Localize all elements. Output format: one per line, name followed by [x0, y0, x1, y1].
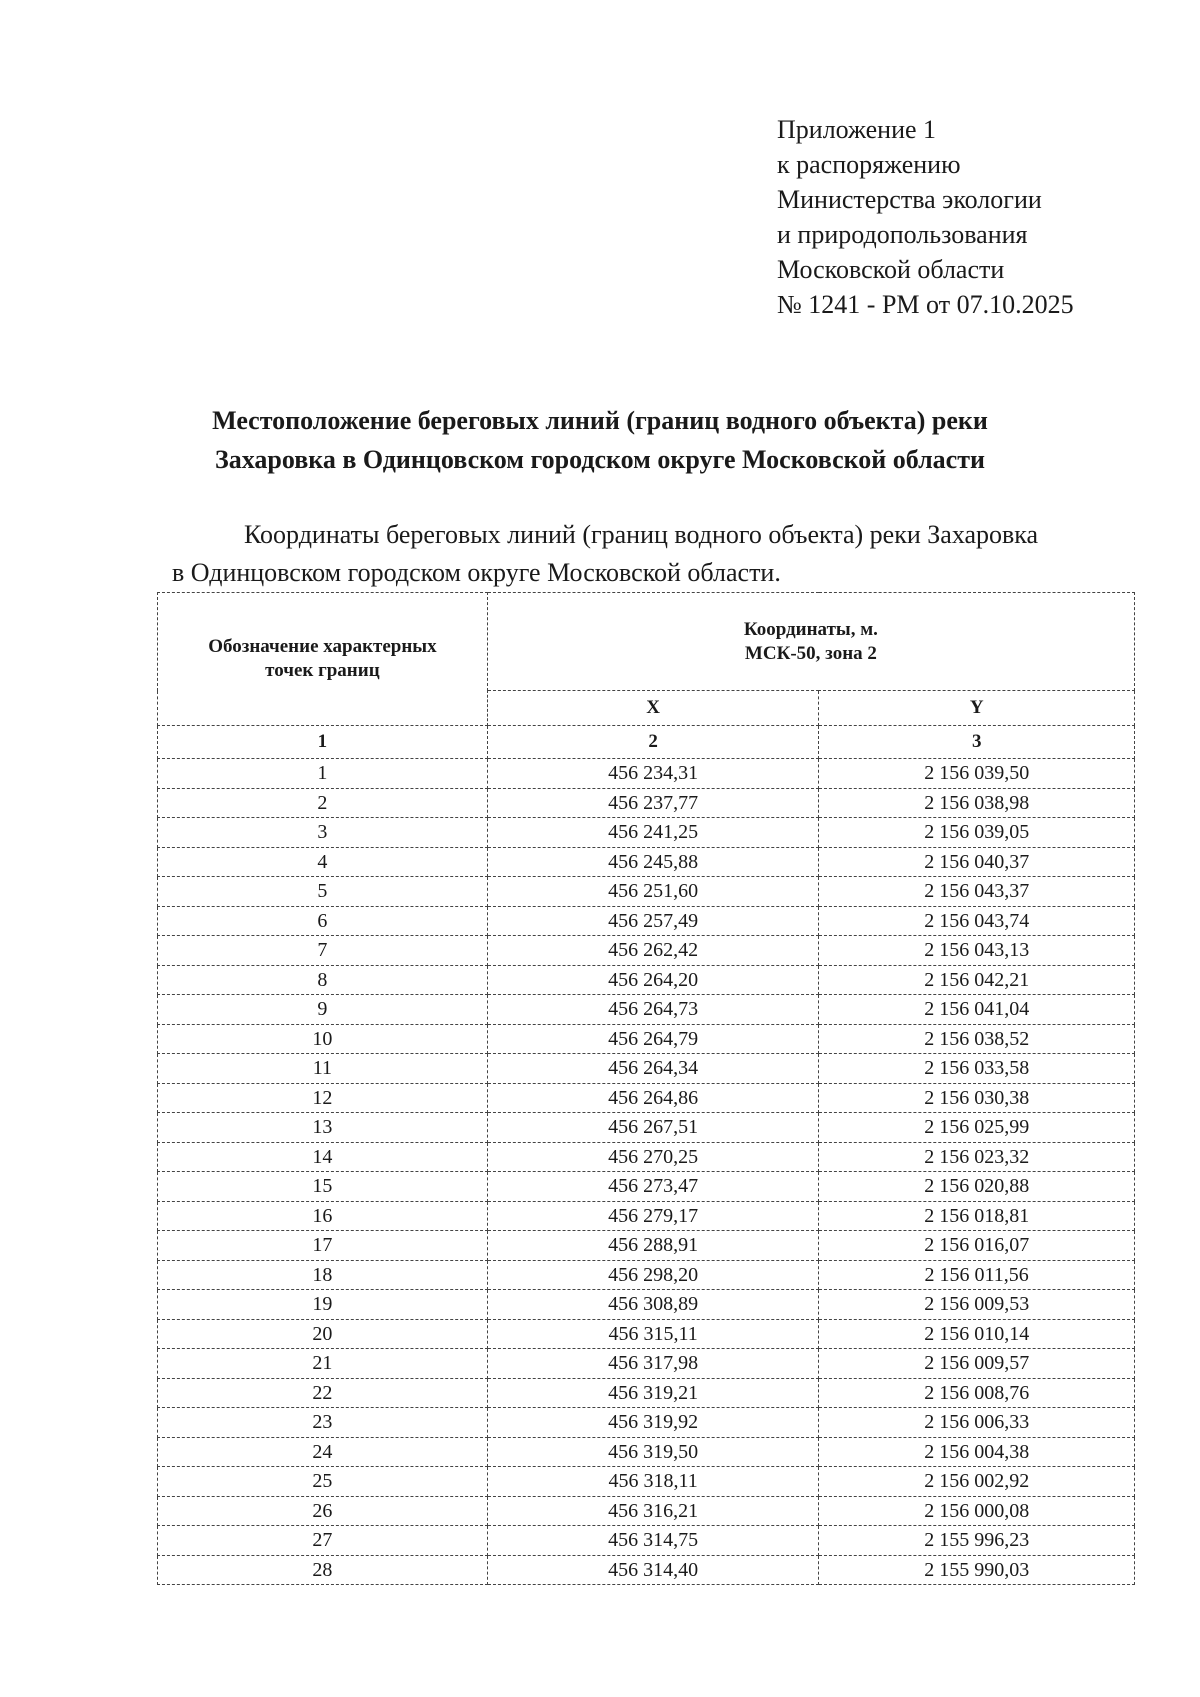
table-row	[158, 1319, 1135, 1349]
point-id-cell: 2	[158, 788, 488, 818]
point-id-cell: 18	[158, 1260, 488, 1290]
header-points	[158, 593, 488, 726]
x-coordinate-cell: 456 279,17	[487, 1201, 819, 1231]
y-coordinate-cell: 2 156 009,53	[819, 1290, 1135, 1320]
x-coordinate-cell: 456 315,11	[487, 1319, 819, 1349]
table-body	[158, 759, 1135, 1585]
y-coordinate-cell: 2 156 009,57	[819, 1349, 1135, 1379]
point-id-cell: 6	[158, 906, 488, 936]
table-row	[158, 1054, 1135, 1084]
x-coordinate-cell: 456 317,98	[487, 1349, 819, 1379]
y-coordinate-cell: 2 155 996,23	[819, 1526, 1135, 1556]
point-id-cell: 3	[158, 818, 488, 848]
point-id-cell: 28	[158, 1555, 488, 1585]
intro-line-2: в Одинцовском городском округе Московской области.	[172, 558, 781, 587]
table-row	[158, 1201, 1135, 1231]
y-coordinate-cell: 2 156 002,92	[819, 1467, 1135, 1497]
x-coordinate-cell: 456 270,25	[487, 1142, 819, 1172]
table-row	[158, 1024, 1135, 1054]
point-id-cell: 24	[158, 1437, 488, 1467]
x-coordinate-cell: 456 273,47	[487, 1172, 819, 1202]
intro-paragraph	[172, 516, 1132, 592]
y-coordinate-cell: 2 156 025,99	[819, 1113, 1135, 1143]
y-coordinate-cell: 2 156 038,52	[819, 1024, 1135, 1054]
y-coordinate-cell: 2 156 004,38	[819, 1437, 1135, 1467]
header-coords-line-1: Координаты, м.	[743, 618, 878, 640]
coordinates-table	[157, 592, 1135, 1585]
y-coordinate-cell: 2 156 006,33	[819, 1408, 1135, 1438]
y-coordinate-cell: 2 156 000,08	[819, 1496, 1135, 1526]
table-row	[158, 1142, 1135, 1172]
y-coordinate-cell: 2 156 023,32	[819, 1142, 1135, 1172]
appendix-line: № 1241 - РМ от 07.10.2025	[777, 290, 1074, 319]
x-coordinate-cell: 456 318,11	[487, 1467, 819, 1497]
x-coordinate-cell: 456 241,25	[487, 818, 819, 848]
appendix-line: к распоряжению	[777, 150, 961, 179]
point-id-cell: 14	[158, 1142, 488, 1172]
appendix-line: и природопользования	[777, 220, 1028, 249]
table-row	[158, 965, 1135, 995]
column-number-3: 3	[819, 726, 1135, 759]
point-id-cell: 4	[158, 847, 488, 877]
x-coordinate-cell: 456 308,89	[487, 1290, 819, 1320]
point-id-cell: 22	[158, 1378, 488, 1408]
point-id-cell: 25	[158, 1467, 488, 1497]
x-coordinate-cell: 456 264,86	[487, 1083, 819, 1113]
x-coordinate-cell: 456 314,40	[487, 1555, 819, 1585]
y-coordinate-cell: 2 156 039,50	[819, 759, 1135, 789]
table-row	[158, 1437, 1135, 1467]
x-coordinate-cell: 456 316,21	[487, 1496, 819, 1526]
table-row	[158, 1231, 1135, 1261]
table-row	[158, 847, 1135, 877]
y-coordinate-cell: 2 156 040,37	[819, 847, 1135, 877]
point-id-cell: 20	[158, 1319, 488, 1349]
point-id-cell: 17	[158, 1231, 488, 1261]
y-coordinate-cell: 2 156 033,58	[819, 1054, 1135, 1084]
table-row	[158, 995, 1135, 1025]
table-row	[158, 1290, 1135, 1320]
document-title	[0, 401, 1200, 479]
y-coordinate-cell: 2 156 030,38	[819, 1083, 1135, 1113]
table-row	[158, 1467, 1135, 1497]
point-id-cell: 9	[158, 995, 488, 1025]
table-row	[158, 1408, 1135, 1438]
point-id-cell: 27	[158, 1526, 488, 1556]
y-coordinate-cell: 2 156 020,88	[819, 1172, 1135, 1202]
x-coordinate-cell: 456 288,91	[487, 1231, 819, 1261]
table-row	[158, 936, 1135, 966]
x-coordinate-cell: 456 237,77	[487, 788, 819, 818]
point-id-cell: 1	[158, 759, 488, 789]
point-id-cell: 12	[158, 1083, 488, 1113]
table-row	[158, 818, 1135, 848]
header-points-line-1: Обозначение характерных	[208, 636, 437, 657]
point-id-cell: 19	[158, 1290, 488, 1320]
x-coordinate-cell: 456 264,73	[487, 995, 819, 1025]
x-coordinate-cell: 456 234,31	[487, 759, 819, 789]
y-coordinate-cell: 2 156 008,76	[819, 1378, 1135, 1408]
y-coordinate-cell: 2 156 016,07	[819, 1231, 1135, 1261]
table-row	[158, 788, 1135, 818]
table-row	[158, 1113, 1135, 1143]
appendix-line: Московской области	[777, 255, 1005, 284]
x-coordinate-cell: 456 264,20	[487, 965, 819, 995]
point-id-cell: 16	[158, 1201, 488, 1231]
table-row	[158, 1555, 1135, 1585]
y-coordinate-cell: 2 156 043,13	[819, 936, 1135, 966]
column-number-2: 2	[487, 726, 819, 759]
point-id-cell: 7	[158, 936, 488, 966]
point-id-cell: 15	[158, 1172, 488, 1202]
column-number-1: 1	[158, 726, 488, 759]
appendix-line: Министерства экологии	[777, 185, 1042, 214]
header-coords-line-2: МСК-50, зона 2	[744, 642, 877, 664]
x-coordinate-cell: 456 245,88	[487, 847, 819, 877]
table-row	[158, 1349, 1135, 1379]
x-coordinate-cell: 456 298,20	[487, 1260, 819, 1290]
header-points-line-2: точек границ	[265, 660, 380, 681]
title-line-1: Местоположение береговых линий (границ водного объекта) реки	[212, 406, 988, 435]
table-row	[158, 759, 1135, 789]
x-coordinate-cell: 456 264,79	[487, 1024, 819, 1054]
appendix-block	[777, 112, 1074, 322]
x-coordinate-cell: 456 319,92	[487, 1408, 819, 1438]
y-coordinate-cell: 2 156 043,37	[819, 877, 1135, 907]
table-row	[158, 1378, 1135, 1408]
y-coordinate-cell: 2 155 990,03	[819, 1555, 1135, 1585]
y-coordinate-cell: 2 156 039,05	[819, 818, 1135, 848]
y-coordinate-cell: 2 156 010,14	[819, 1319, 1135, 1349]
y-coordinate-cell: 2 156 041,04	[819, 995, 1135, 1025]
title-line-2: Захаровка в Одинцовском городском округе Московской области	[215, 445, 985, 474]
header-x: X	[487, 691, 819, 726]
header-coordinates	[487, 593, 1134, 691]
point-id-cell: 13	[158, 1113, 488, 1143]
y-coordinate-cell: 2 156 043,74	[819, 906, 1135, 936]
point-id-cell: 10	[158, 1024, 488, 1054]
y-coordinate-cell: 2 156 042,21	[819, 965, 1135, 995]
y-coordinate-cell: 2 156 038,98	[819, 788, 1135, 818]
table-row	[158, 1496, 1135, 1526]
point-id-cell: 11	[158, 1054, 488, 1084]
table-row	[158, 1083, 1135, 1113]
appendix-line: Приложение 1	[777, 115, 937, 144]
y-coordinate-cell: 2 156 011,56	[819, 1260, 1135, 1290]
x-coordinate-cell: 456 319,50	[487, 1437, 819, 1467]
table-row	[158, 1172, 1135, 1202]
x-coordinate-cell: 456 319,21	[487, 1378, 819, 1408]
x-coordinate-cell: 456 314,75	[487, 1526, 819, 1556]
header-y: Y	[819, 691, 1135, 726]
table-row	[158, 877, 1135, 907]
y-coordinate-cell: 2 156 018,81	[819, 1201, 1135, 1231]
point-id-cell: 5	[158, 877, 488, 907]
x-coordinate-cell: 456 251,60	[487, 877, 819, 907]
x-coordinate-cell: 456 262,42	[487, 936, 819, 966]
point-id-cell: 8	[158, 965, 488, 995]
x-coordinate-cell: 456 264,34	[487, 1054, 819, 1084]
point-id-cell: 21	[158, 1349, 488, 1379]
table-row	[158, 1260, 1135, 1290]
table-row	[158, 1526, 1135, 1556]
intro-line-1: Координаты береговых линий (границ водного объекта) реки Захаровка	[244, 520, 1039, 549]
x-coordinate-cell: 456 267,51	[487, 1113, 819, 1143]
table-row	[158, 906, 1135, 936]
point-id-cell: 23	[158, 1408, 488, 1438]
x-coordinate-cell: 456 257,49	[487, 906, 819, 936]
point-id-cell: 26	[158, 1496, 488, 1526]
